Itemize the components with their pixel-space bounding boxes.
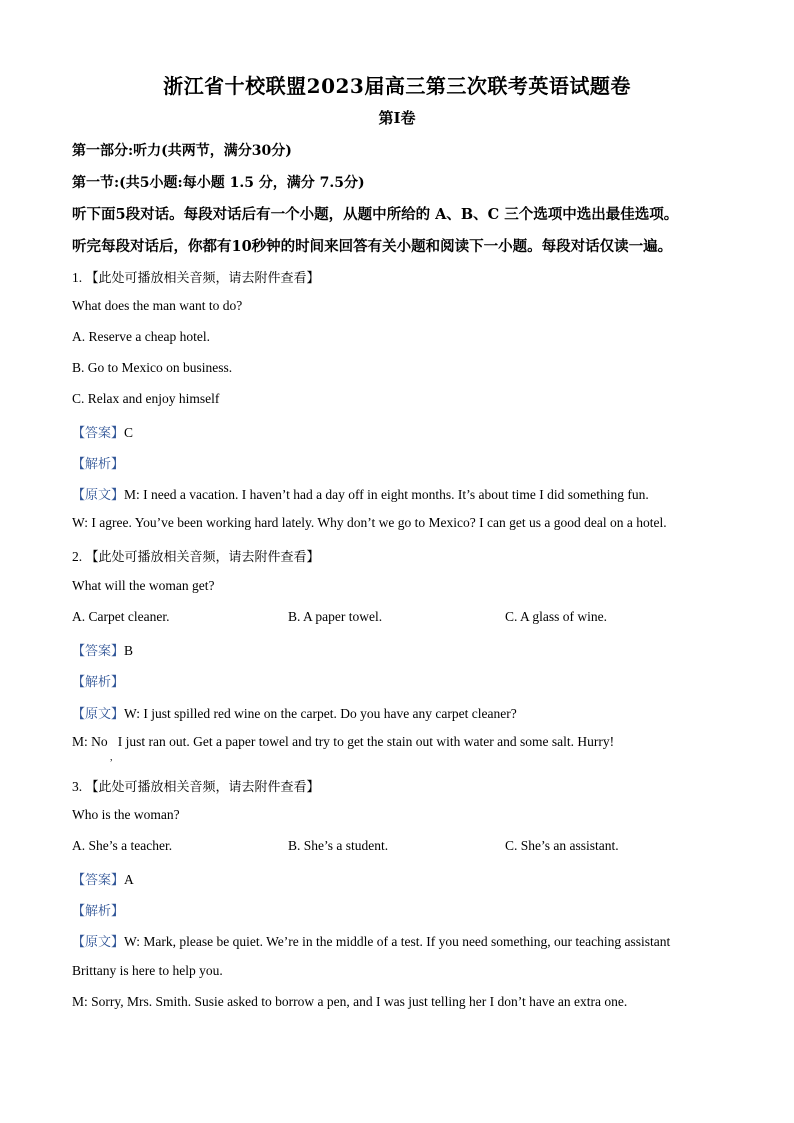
q3-question: Who is the woman?: [72, 807, 180, 822]
part-heading: 第一部分:听力(共两节，满分30分): [72, 143, 292, 159]
q3-transcript-text-1: W: Mark, please be quiet. We’re in the middle of a test. If you need something, our teaching assistant: [124, 934, 671, 949]
subsection-heading: 第一节:(共5小题:每小题 1.5 分，满分 7.5分): [72, 175, 365, 191]
q2-stray-comma: ,: [110, 752, 113, 763]
q1-audio-note: 【此处可播放相关音频，请去附件查看】: [85, 271, 320, 286]
q1-answer-value: C: [124, 425, 134, 440]
q3-header: [72, 776, 320, 796]
q2-transcript-2: M: No I just ran out. Get a paper towel and try to get the stain out with water and some salt. Hurry!: [72, 734, 615, 749]
q1-transcript-text-1: M: I need a vacation. I haven’t had a day off in eight months. It’s about time I did something fun.: [124, 487, 649, 502]
answer-label: 【答案】: [72, 873, 125, 888]
original-label: 【原文】: [72, 488, 125, 503]
q2-analysis-label: 【解析】: [72, 675, 125, 690]
q1-answer: [72, 422, 133, 442]
q1-transcript-1: [72, 484, 649, 504]
q1-question: What does the man want to do?: [72, 298, 243, 313]
q2-option-c: C. A glass of wine.: [505, 609, 608, 624]
original-label: 【原文】: [72, 707, 125, 722]
q1-option-a: A. Reserve a cheap hotel.: [72, 329, 210, 344]
answer-label: 【答案】: [72, 426, 125, 441]
q2-answer: [72, 640, 133, 660]
q3-answer: [72, 869, 134, 889]
q1-option-c: C. Relax and enjoy himself: [72, 391, 220, 406]
q3-option-a: A. She’s a teacher.: [72, 838, 173, 853]
q2-transcript-1: [72, 703, 517, 723]
q1-number: 1.: [72, 270, 86, 285]
q1-option-b: B. Go to Mexico on business.: [72, 360, 233, 375]
volume-label: 第I卷: [378, 109, 416, 127]
q2-transcript-text-1: W: I just spilled red wine on the carpet. Do you have any carpet cleaner?: [124, 706, 517, 721]
q3-option-c: C. She’s an assistant.: [505, 838, 619, 853]
q3-transcript-1b: Brittany is here to help you.: [72, 963, 223, 978]
q2-option-a: A. Carpet cleaner.: [72, 609, 170, 624]
answer-label: 【答案】: [72, 644, 125, 659]
q1-analysis-label: 【解析】: [72, 457, 125, 472]
q3-answer-value: A: [124, 872, 134, 887]
q2-header: [72, 546, 320, 566]
q2-question: What will the woman get?: [72, 578, 215, 593]
q2-option-b: B. A paper towel.: [288, 609, 383, 624]
q1-header: [72, 267, 320, 287]
instruction-line-1: 听下面5段对话。每段对话后有一个小题，从题中所给的 A、B、C 三个选项中选出最佳选项。: [72, 206, 679, 223]
q3-analysis-label: 【解析】: [72, 904, 125, 919]
q2-answer-value: B: [124, 643, 134, 658]
q3-number: 3.: [72, 779, 86, 794]
q2-audio-note: 【此处可播放相关音频，请去附件查看】: [85, 550, 320, 565]
instruction-line-2: 听完每段对话后，你都有10秒钟的时间来回答有关小题和阅读下一小题。每段对话仅读一遍。: [72, 238, 673, 255]
exam-title: 浙江省十校联盟2023届高三第三次联考英语试题卷: [163, 74, 631, 98]
original-label: 【原文】: [72, 935, 125, 950]
q3-transcript-2: M: Sorry, Mrs. Smith. Susie asked to borrow a pen, and I was just telling her I don’t have an extra one.: [72, 994, 628, 1009]
q3-transcript-1: [72, 931, 670, 951]
q2-number: 2.: [72, 549, 86, 564]
q3-option-b: B. She’s a student.: [288, 838, 389, 853]
q3-audio-note: 【此处可播放相关音频，请去附件查看】: [85, 780, 320, 795]
q1-transcript-2: W: I agree. You’ve been working hard lately. Why don’t we go to Mexico? I can get us a good deal on a hotel.: [72, 515, 667, 530]
